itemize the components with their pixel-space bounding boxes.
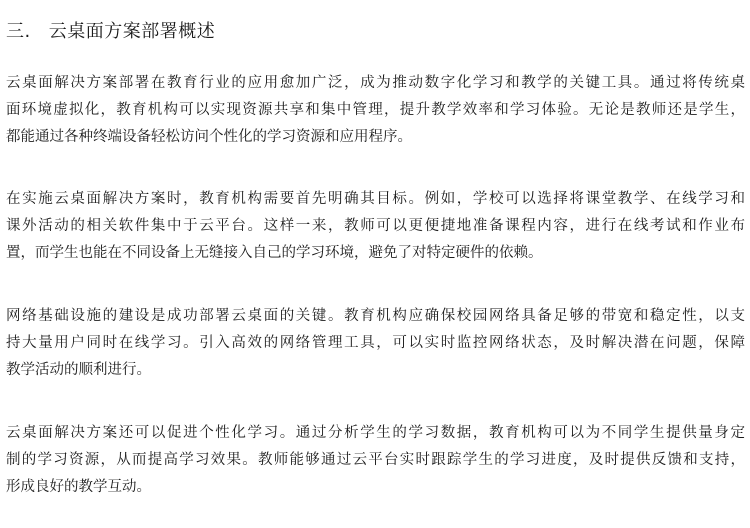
paragraph-line: 置，而学生也能在不同设备上无缝接入自己的学习环境，避免了对特定硬件的依赖。 xyxy=(6,245,543,261)
paragraph-line: 制的学习资源，从而提高学习效果。教师能够通过云平台实时跟踪学生的学习进度，及时提供反馈和支持， xyxy=(6,452,745,468)
paragraph-line: 教学活动的顺利进行。 xyxy=(6,362,151,378)
paragraph xyxy=(6,186,745,267)
section-title: 云桌面方案部署概述 xyxy=(48,21,216,42)
paragraph xyxy=(6,420,745,501)
paragraph-line: 课外活动的相关软件集中于云平台。这样一来，教师可以更便捷地准备课程内容，进行在线考试和作业布 xyxy=(6,218,745,234)
paragraph-line: 云桌面解决方案还可以促进个性化学习。通过分析学生的学习数据，教育机构可以为不同学生提供量身定 xyxy=(6,425,745,441)
paragraph-line: 在实施云桌面解决方案时，教育机构需要首先明确其目标。例如，学校可以选择将课堂教学、在线学习和 xyxy=(6,191,745,207)
paragraph-line: 持大量用户同时在线学习。引入高效的网络管理工具，可以实时监控网络状态，及时解决潜在问题，保障 xyxy=(6,335,745,351)
section-number: 三. xyxy=(6,21,31,42)
paragraph xyxy=(6,303,745,384)
paragraph-line: 云桌面解决方案部署在教育行业的应用愈加广泛，成为推动数字化学习和教学的关键工具。通过将传统桌 xyxy=(6,75,745,91)
paragraph xyxy=(6,70,745,151)
paragraph-line: 形成良好的教学互动。 xyxy=(6,479,151,495)
paragraph-line: 都能通过各种终端设备轻松访问个性化的学习资源和应用程序。 xyxy=(6,129,412,145)
paragraph-line: 网络基础设施的建设是成功部署云桌面的关键。教育机构应确保校园网络具备足够的带宽和稳定性，以支 xyxy=(6,308,745,324)
section-heading xyxy=(6,19,215,45)
paragraph-line: 面环境虚拟化，教育机构可以实现资源共享和集中管理，提升教学效率和学习体验。无论是教师还是学生， xyxy=(6,102,745,118)
